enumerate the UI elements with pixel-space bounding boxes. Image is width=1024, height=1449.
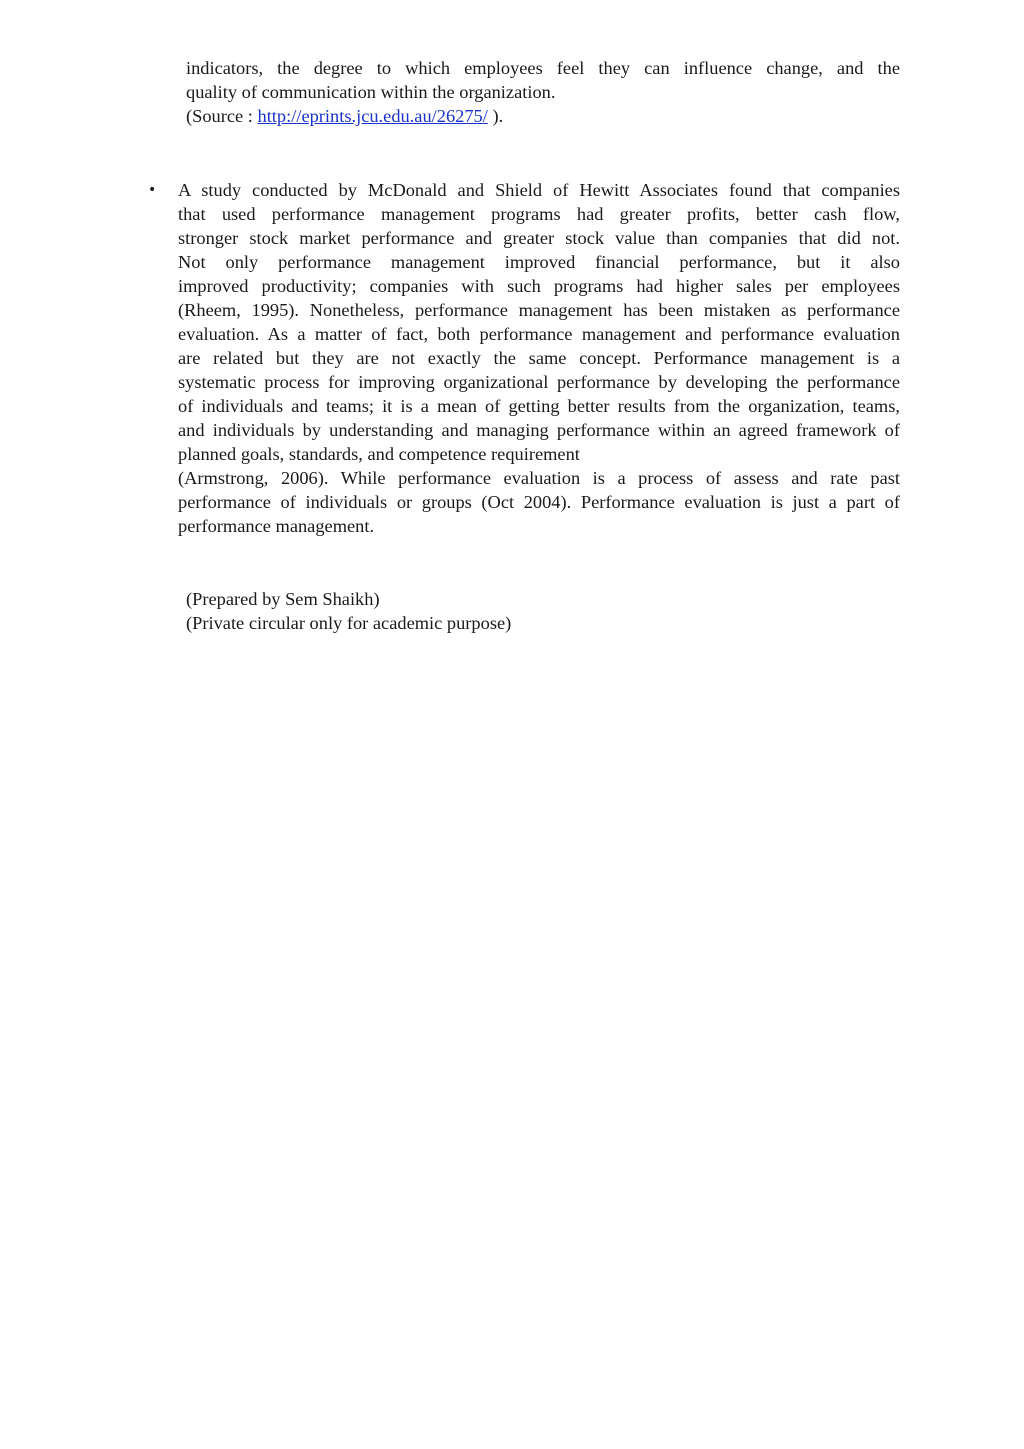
bullet-line-15: performance management. (178, 516, 375, 536)
source-prefix: (Source : (186, 106, 258, 126)
bullet-line-12: planned goals, standards, and competence requirement (178, 444, 580, 464)
private-circular-note: (Private circular only for academic purpose) (186, 613, 512, 633)
bullet-line-4: Not only performance management improved financial performance, but it also (178, 252, 900, 272)
bullet-line-7: evaluation. As a matter of fact, both performance management and performance evaluation (178, 324, 900, 344)
bullet-line-9: systematic process for improving organizational performance by developing the performance (178, 372, 900, 392)
bullet-line-8: are related but they are not exactly the same concept. Performance management is a (178, 348, 900, 368)
bullet-line-5: improved productivity; companies with such programs had higher sales per employees (178, 276, 900, 296)
bullet-line-6: (Rheem, 1995). Nonetheless, performance management has been mistaken as performance (178, 300, 900, 320)
bullet-marker: • (148, 182, 157, 198)
bullet-paragraph (178, 178, 900, 538)
footer-notes (186, 587, 786, 635)
bullet-line-13: (Armstrong, 2006). While performance evaluation is a process of assess and rate past (178, 468, 900, 488)
prepared-by-note: (Prepared by Sem Shaikh) (186, 589, 380, 609)
bullet-line-3: stronger stock market performance and greater stock value than companies that did not. (178, 228, 900, 248)
intro-paragraph (186, 56, 900, 128)
source-link[interactable]: http://eprints.jcu.edu.au/26275/ (257, 106, 488, 126)
bullet-line-14: performance of individuals or groups (Oct 2004). Performance evaluation is just a part of (178, 492, 900, 512)
source-citation (186, 104, 900, 128)
intro-line-2: quality of communication within the organization. (186, 82, 556, 102)
intro-line-1: indicators, the degree to which employees feel they can influence change, and the (186, 58, 900, 78)
source-suffix: ). (487, 106, 504, 126)
bullet-line-11: and individuals by understanding and managing performance within an agreed framework of (178, 420, 900, 440)
bullet-line-2: that used performance management programs had greater profits, better cash flow, (178, 204, 900, 224)
bullet-line-10: of individuals and teams; it is a mean of getting better results from the organization, teams, (178, 396, 900, 416)
bullet-line-1: A study conducted by McDonald and Shield of Hewitt Associates found that companies (178, 180, 900, 200)
